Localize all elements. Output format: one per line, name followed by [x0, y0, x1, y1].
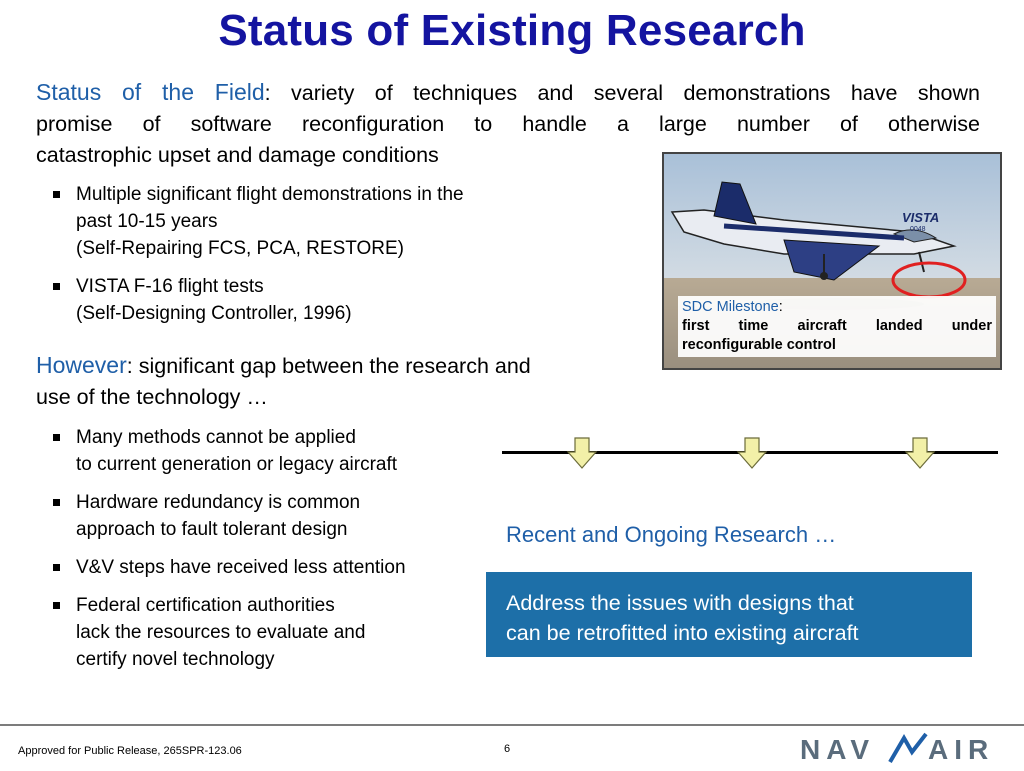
list-item: V&V steps have received less attention — [38, 554, 488, 581]
however-paragraph — [36, 350, 646, 413]
logo-text-right: AIR — [928, 734, 995, 765]
photo-caption: SDC Milestone: first time aircraft landed under reconfigurable control — [678, 296, 996, 357]
however-lead: However — [36, 352, 127, 378]
bullet-square-icon — [53, 602, 60, 609]
list-item: Many methods cannot be applied to current generation or legacy aircraft — [38, 424, 488, 478]
caption-head: SDC Milestone — [682, 299, 779, 315]
field-text-2: promise of software reconfiguration to handle a large number of otherwise — [36, 112, 980, 136]
release-notice: Approved for Public Release, 265SPR-123.06 — [18, 745, 242, 757]
logo-text-left: NAV — [800, 734, 876, 765]
however-bullets — [38, 424, 488, 684]
navair-logo-icon — [800, 732, 1000, 766]
recent-research-label: Recent and Ongoing Research … — [506, 522, 837, 547]
field-lead: Status of the Field — [36, 79, 265, 105]
field-paragraph — [36, 77, 980, 140]
bullet-square-icon — [53, 499, 60, 506]
field-line-1 — [36, 77, 980, 109]
bullet-square-icon — [53, 283, 60, 290]
address-box: Address the issues with designs that can be retrofitted into existing aircraft — [486, 572, 972, 657]
aircraft-label: VISTA — [902, 210, 940, 225]
list-item: Hardware redundancy is common approach to fault tolerant design — [38, 489, 488, 543]
navair-logo — [800, 732, 1000, 771]
however-line-1: However: significant gap between the research and — [36, 352, 531, 378]
list-item: Multiple significant flight demonstrations in the past 10-15 years (Self-Repairing FCS, PCA, RESTORE) — [38, 181, 598, 262]
page-number: 6 — [504, 743, 511, 755]
list-item: VISTA F-16 flight tests (Self-Designing Controller, 1996) — [38, 273, 598, 327]
footer-divider — [0, 724, 1024, 726]
slide-title: Status of Existing Research — [218, 6, 806, 55]
list-item: Federal certification authorities lack the resources to evaluate and certify novel technology — [38, 592, 488, 673]
down-arrow-icon — [736, 437, 768, 469]
bullet-square-icon — [53, 434, 60, 441]
bullet-square-icon — [53, 191, 60, 198]
field-bullets — [38, 181, 598, 338]
down-arrow-icon — [566, 437, 598, 469]
caption-body: first time aircraft landed under reconfigurable control — [682, 318, 992, 353]
field-text-1: : variety of techniques and several demonstrations have shown — [264, 81, 980, 105]
down-arrow-icon — [904, 437, 936, 469]
field-text-3: catastrophic upset and damage conditions — [36, 143, 439, 167]
tail-number: 0048 — [910, 226, 926, 233]
however-line-2: use of the technology … — [36, 385, 268, 409]
bullet-square-icon — [53, 564, 60, 571]
